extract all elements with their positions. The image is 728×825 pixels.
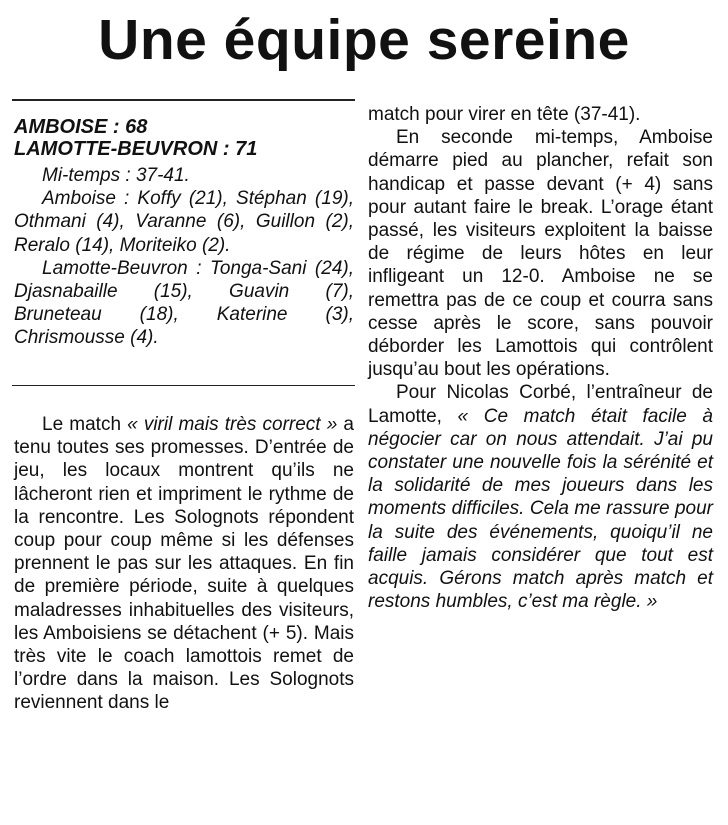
halftime-score: Mi-temps : 37-41. — [42, 165, 190, 186]
article-column-right — [368, 103, 713, 613]
lamotte-lineup: Lamotte-Beuvron : Tonga-Sani (24), Djasnabaille (15), Guavin (7), Bruneteau (18), Katerine (3), Chrismousse (4). — [14, 257, 354, 349]
article-paragraph-3 — [368, 381, 713, 613]
score-home: AMBOISE : 68 — [14, 116, 148, 138]
article-paragraph-1-part-1 — [14, 413, 354, 715]
amboise-lineup: Amboise : Koffy (21), Stéphan (19), Othmani (4), Varanne (6), Guillon (2), Reralo (14), Moriteiko (2). — [14, 188, 354, 256]
p1-quote: « viril mais très correct » — [127, 414, 338, 435]
top-rule — [12, 99, 355, 101]
article-headline: Une équipe sereine — [98, 8, 630, 72]
article-paragraph-1-part-2: match pour virer en tête (37-41). — [368, 104, 641, 125]
p1-start: Le match — [42, 414, 128, 435]
article-paragraph-2: En seconde mi-temps, Amboise démarre pied au plancher, refait son handicap et passe devant (+ 4) sans pour autant faire le break. L’orage étant passé, les visiteurs exploitent la baisse de régime de leurs hôtes en leur infligeant un 12-0. Amboise ne se remettra pas de ce coup et courra sans cesse après le score, sans pouvoir déborder les Lamottois qui contrôlent jusqu’au bout les opérations. — [368, 127, 713, 381]
article-column-left — [14, 413, 354, 715]
p3-start: Pour Nicolas Corbé, l’entraîneur de Lamotte, — [368, 382, 713, 427]
mid-rule — [12, 385, 355, 386]
score-away: LAMOTTE-BEUVRON : 71 — [14, 138, 258, 160]
p1-rest-a: a tenu toutes ses promesses. D’entrée de jeu, les locaux montrent qu’ils ne lâcheront rien et impriment le rythme de la rencontre. Les Solognots répondent coup pour coup même si les défenses prennent le pas sur les attaques. En fin de première période, suite à quelques maladresses inhabituelles des visiteurs, les Amboisiens se détachent (+ 5). Mais très vite le coach lamottois remet de l’ordre dans la maison. Les Solognots reviennent dans le — [14, 414, 354, 714]
p3-quote: « Ce match était facile à négocier car on nous attendait. J’ai pu constater une nouvelle fois la sérénité et la solidarité de mes joueurs dans les moments difficiles. Cela me rassure pour la suite des événements, quoiqu’il ne faille jamais considérer que tout est acquis. Gérons match après match et restons humbles, c’est ma règle. » — [368, 405, 713, 613]
box-score — [14, 116, 354, 350]
